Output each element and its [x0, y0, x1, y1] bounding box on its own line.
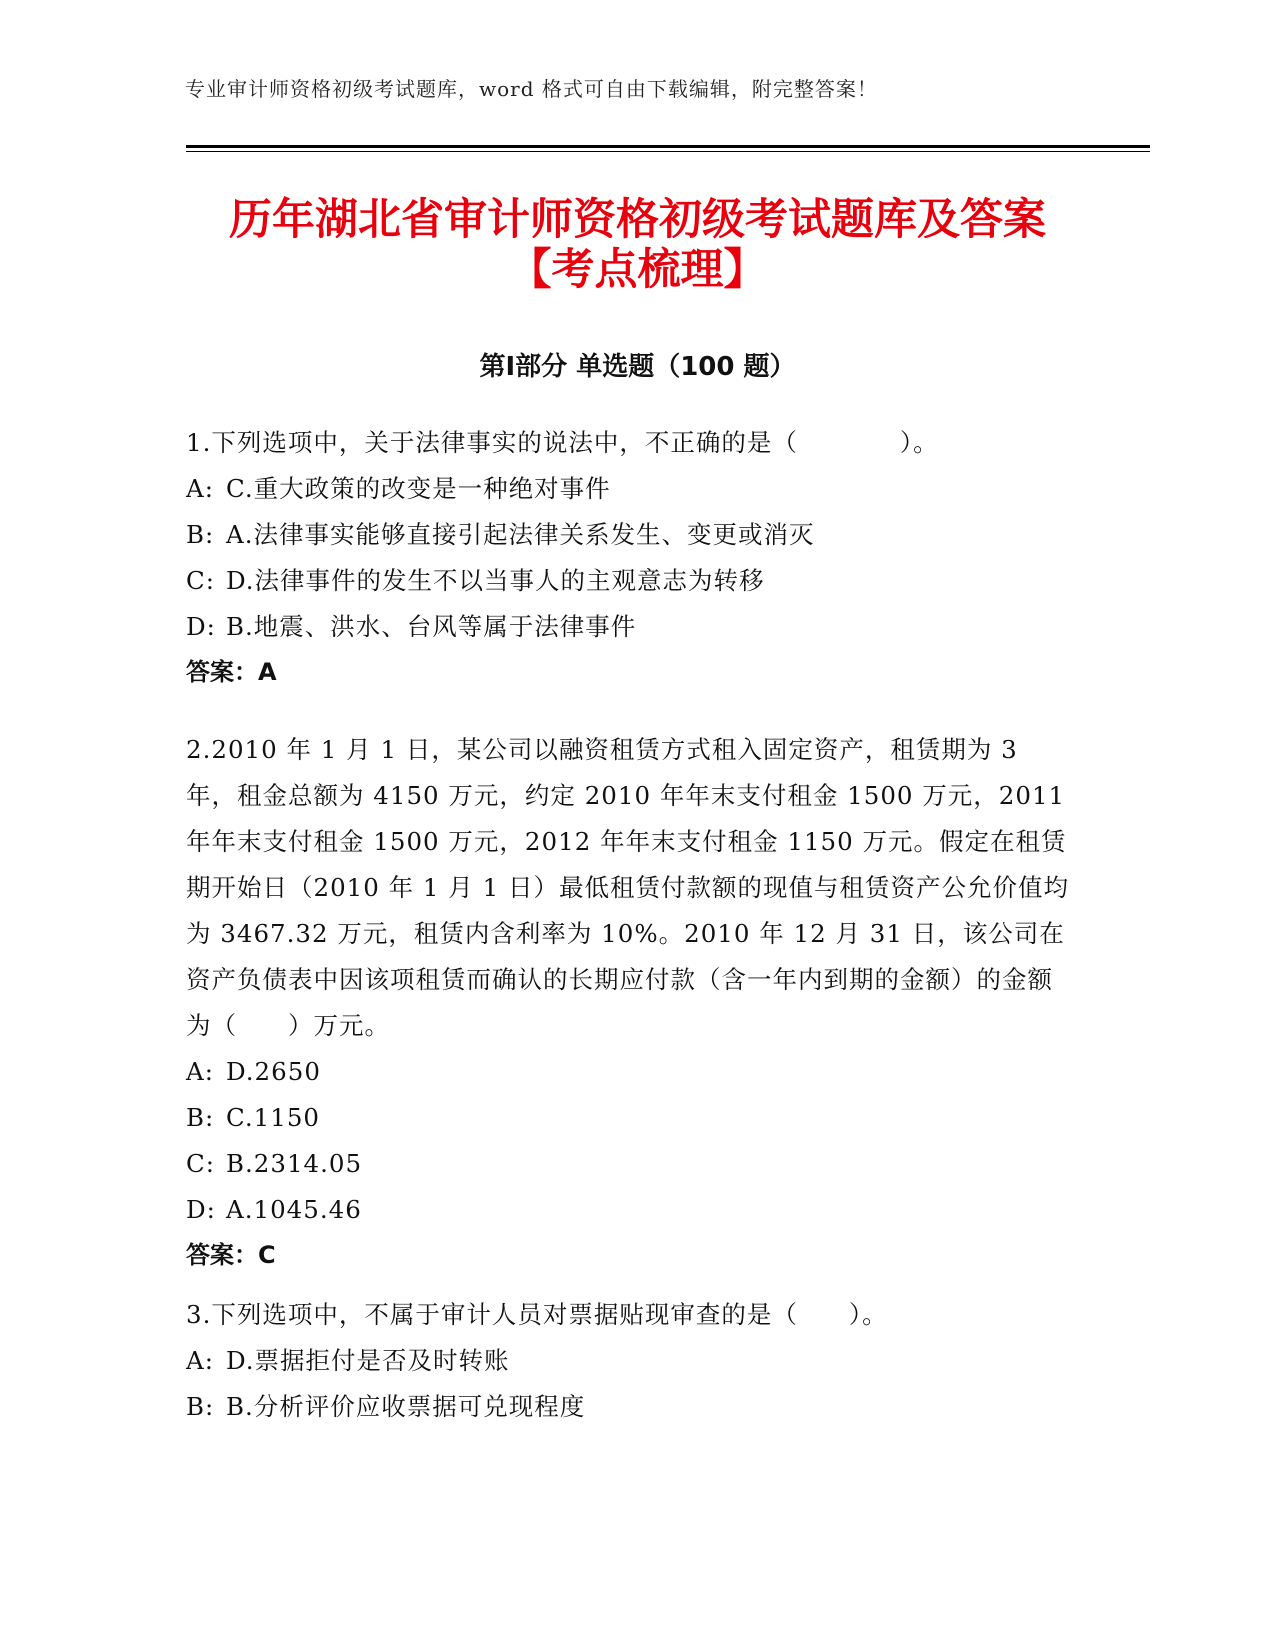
- question-stem: 2.2010 年 1 月 1 日，某公司以融资租赁方式租入固定资产，租赁期为 3 年，租金总额为 4150 万元，约定 2010 年年末支付租金 1500 万元，2011 年年末支付租金 1500 万元，2012 年年末支付租金 1150 万元。假定在租赁期开始日（2010 年 1 月 1 日）最低租赁付款额的现值与租赁资产公允价值均为 3467.32 万元，租赁内含利率为 10%。2010 年 12 月 31 日，该公司在资产负债表中因该项租赁而确认的长期应付款（含一年内到期的金额）的金额为（ ）万元。: [186, 735, 1069, 1040]
- header-rule-thick: [186, 145, 1150, 148]
- section-heading: 第Ⅰ部分 单选题（100 题）: [479, 352, 796, 382]
- option-letter: C:: [186, 566, 216, 595]
- question-stem: 1.下列选项中，关于法律事实的说法中，不正确的是（ ）。: [186, 428, 939, 457]
- option-b: [186, 1384, 1076, 1430]
- option-d: [186, 604, 1076, 650]
- option-text: D.2650: [226, 1057, 321, 1086]
- header-rule-thin: [186, 151, 1150, 152]
- title-line-2: 【考点梳理】: [508, 245, 767, 295]
- option-text: D.法律事件的发生不以当事人的主观意志为转移: [226, 566, 765, 595]
- question-stem: 3.下列选项中，不属于审计人员对票据贴现审查的是（ ）。: [186, 1300, 888, 1329]
- option-letter: B:: [186, 1103, 215, 1132]
- option-text: B.分析评价应收票据可兑现程度: [226, 1392, 586, 1421]
- option-text: A.法律事实能够直接引起法律关系发生、变更或消灭: [226, 520, 815, 549]
- option-letter: C:: [186, 1149, 216, 1178]
- option-text: B.地震、洪水、台风等属于法律事件: [226, 612, 637, 641]
- answer: 答案：C: [186, 1241, 276, 1269]
- question-2: [186, 727, 1076, 1277]
- option-letter: A:: [186, 1057, 214, 1086]
- answer: 答案：A: [186, 658, 277, 686]
- document-title: [160, 195, 1115, 295]
- option-text: D.票据拒付是否及时转账: [226, 1346, 510, 1375]
- option-letter: A:: [186, 474, 214, 503]
- question-3: [186, 1292, 1076, 1430]
- option-a: [186, 1049, 1076, 1095]
- option-letter: D:: [186, 1195, 216, 1224]
- option-text: C.重大政策的改变是一种绝对事件: [226, 474, 611, 503]
- option-c: [186, 1141, 1076, 1187]
- option-a: [186, 466, 1076, 512]
- title-line-1: 历年湖北省审计师资格初级考试题库及答案: [229, 195, 1046, 245]
- header-note: 专业审计师资格初级考试题库，word 格式可自由下载编辑，附完整答案！: [185, 77, 878, 101]
- question-1: [186, 420, 1076, 694]
- option-text: C.1150: [226, 1103, 321, 1132]
- option-b: [186, 512, 1076, 558]
- option-letter: B:: [186, 520, 215, 549]
- option-letter: D:: [186, 612, 216, 641]
- option-c: [186, 558, 1076, 604]
- option-text: B.2314.05: [226, 1149, 363, 1178]
- option-text: A.1045.46: [226, 1195, 362, 1224]
- option-letter: B:: [186, 1392, 215, 1421]
- option-d: [186, 1187, 1076, 1233]
- option-letter: A:: [186, 1346, 214, 1375]
- option-b: [186, 1095, 1076, 1141]
- option-a: [186, 1338, 1076, 1384]
